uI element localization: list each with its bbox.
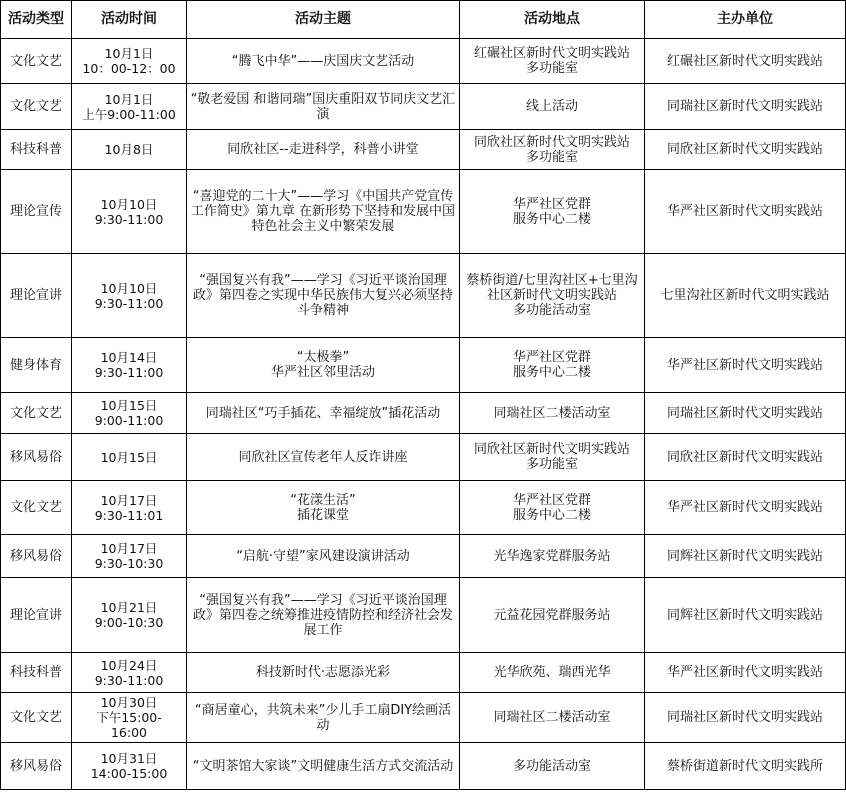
- cell-activity-type: 科技科普: [1, 653, 72, 693]
- cell-activity-theme: 同欣社区宣传老年人反诈讲座: [187, 434, 460, 481]
- cell-activity-time: 10月31日 14:00-15:00: [72, 743, 187, 790]
- cell-activity-time: 10月1日 上午9:00-11:00: [72, 84, 187, 130]
- cell-activity-location: 光华逸家党群服务站: [460, 535, 645, 578]
- header-organizer: 主办单位: [645, 1, 846, 39]
- cell-organizer: 同辉社区新时代文明实践站: [645, 578, 846, 653]
- cell-organizer: 华严社区新时代文明实践站: [645, 653, 846, 693]
- cell-organizer: 同辉社区新时代文明实践站: [645, 535, 846, 578]
- cell-activity-location: 光华欣苑、瑞西光华: [460, 653, 645, 693]
- table-row: [1, 39, 846, 84]
- header-activity-time: 活动时间: [72, 1, 187, 39]
- cell-activity-theme: “商居童心，共筑未来”少儿手工扇DIY绘画活动: [187, 693, 460, 743]
- cell-activity-time: 10月8日: [72, 130, 187, 170]
- cell-activity-type: 文化文艺: [1, 84, 72, 130]
- table-row: [1, 130, 846, 170]
- cell-activity-location: 同欣社区新时代文明实践站 多功能室: [460, 434, 645, 481]
- cell-activity-location: 同瑞社区二楼活动室: [460, 393, 645, 434]
- cell-activity-theme: “腾飞中华”——庆国庆文艺活动: [187, 39, 460, 84]
- cell-activity-time: 10月21日 9:00-10:30: [72, 578, 187, 653]
- cell-organizer: 华严社区新时代文明实践站: [645, 170, 846, 254]
- cell-activity-location: 蔡桥街道/七里沟社区+七里沟社区新时代文明实践站 多功能活动室: [460, 254, 645, 338]
- cell-organizer: 同欣社区新时代文明实践站: [645, 130, 846, 170]
- cell-activity-time: 10月10日 9:30-11:00: [72, 254, 187, 338]
- cell-activity-theme: “启航·守望”家风建设演讲活动: [187, 535, 460, 578]
- cell-activity-type: 理论宣讲: [1, 254, 72, 338]
- cell-activity-type: 文化文艺: [1, 393, 72, 434]
- cell-activity-theme: “文明茶馆大家谈”文明健康生活方式交流活动: [187, 743, 460, 790]
- cell-organizer: 蔡桥街道新时代文明实践所: [645, 743, 846, 790]
- cell-organizer: 同欣社区新时代文明实践站: [645, 434, 846, 481]
- cell-activity-time: 10月15日 9:00-11:00: [72, 393, 187, 434]
- cell-activity-time: 10月17日 9:30-11:01: [72, 481, 187, 535]
- cell-organizer: 华严社区新时代文明实践站: [645, 338, 846, 393]
- cell-organizer: 同瑞社区新时代文明实践站: [645, 84, 846, 130]
- cell-activity-theme: “敬老爱国 和谐同瑞”国庆重阳双节同庆文艺汇演: [187, 84, 460, 130]
- cell-activity-type: 科技科普: [1, 130, 72, 170]
- table-row: [1, 338, 846, 393]
- cell-activity-type: 移风易俗: [1, 434, 72, 481]
- cell-activity-location: 华严社区党群 服务中心二楼: [460, 338, 645, 393]
- cell-activity-location: 线上活动: [460, 84, 645, 130]
- table-row: [1, 535, 846, 578]
- header-row: [1, 1, 846, 39]
- table-row: [1, 84, 846, 130]
- cell-activity-type: 健身体育: [1, 338, 72, 393]
- cell-activity-time: 10月14日 9:30-11:00: [72, 338, 187, 393]
- cell-activity-theme: “强国复兴有我”——学习《习近平谈治国理政》第四卷之实现中华民族伟大复兴必须坚持斗争精神: [187, 254, 460, 338]
- header-activity-type: 活动类型: [1, 1, 72, 39]
- cell-activity-type: 文化文艺: [1, 693, 72, 743]
- cell-activity-location: 红碾社区新时代文明实践站 多功能室: [460, 39, 645, 84]
- table-row: [1, 393, 846, 434]
- cell-activity-time: 10月10日 9:30-11:00: [72, 170, 187, 254]
- cell-activity-theme: 同瑞社区“巧手插花、幸福绽放”插花活动: [187, 393, 460, 434]
- cell-activity-location: 同欣社区新时代文明实践站 多功能室: [460, 130, 645, 170]
- table-row: [1, 693, 846, 743]
- cell-organizer: 红碾社区新时代文明实践站: [645, 39, 846, 84]
- table-row: [1, 481, 846, 535]
- cell-activity-location: 多功能活动室: [460, 743, 645, 790]
- header-activity-theme: 活动主题: [187, 1, 460, 39]
- cell-activity-type: 文化文艺: [1, 39, 72, 84]
- cell-organizer: 同瑞社区新时代文明实践站: [645, 393, 846, 434]
- cell-activity-time: 10月1日 10：00-12：00: [72, 39, 187, 84]
- cell-activity-theme: 科技新时代·志愿添光彩: [187, 653, 460, 693]
- table-row: [1, 578, 846, 653]
- cell-activity-theme: “喜迎党的二十大”——学习《中国共产党宣传工作简史》第九章 在新形势下坚持和发展中国特色社会主义中繁荣发展: [187, 170, 460, 254]
- cell-activity-location: 华严社区党群 服务中心二楼: [460, 481, 645, 535]
- table-row: [1, 170, 846, 254]
- cell-activity-theme: “太极拳” 华严社区邻里活动: [187, 338, 460, 393]
- table-row: [1, 434, 846, 481]
- cell-activity-theme: “强国复兴有我”——学习《习近平谈治国理政》第四卷之统筹推进疫情防控和经济社会发展工作: [187, 578, 460, 653]
- cell-activity-time: 10月15日: [72, 434, 187, 481]
- cell-organizer: 华严社区新时代文明实践站: [645, 481, 846, 535]
- cell-activity-type: 移风易俗: [1, 743, 72, 790]
- table-row: [1, 743, 846, 790]
- cell-activity-location: 元益花园党群服务站: [460, 578, 645, 653]
- cell-activity-time: 10月17日 9:30-10:30: [72, 535, 187, 578]
- cell-activity-location: 华严社区党群 服务中心二楼: [460, 170, 645, 254]
- cell-activity-type: 文化文艺: [1, 481, 72, 535]
- cell-activity-location: 同瑞社区二楼活动室: [460, 693, 645, 743]
- table-body: [1, 39, 846, 790]
- cell-organizer: 同瑞社区新时代文明实践站: [645, 693, 846, 743]
- cell-activity-type: 理论宣传: [1, 170, 72, 254]
- cell-activity-theme: “花漾生活” 插花课堂: [187, 481, 460, 535]
- cell-activity-type: 移风易俗: [1, 535, 72, 578]
- table-row: [1, 653, 846, 693]
- cell-organizer: 七里沟社区新时代文明实践站: [645, 254, 846, 338]
- table-row: [1, 254, 846, 338]
- cell-activity-theme: 同欣社区--走进科学，科普小讲堂: [187, 130, 460, 170]
- cell-activity-time: 10月24日 9:30-11:00: [72, 653, 187, 693]
- header-activity-location: 活动地点: [460, 1, 645, 39]
- cell-activity-time: 10月30日 下午15:00- 16:00: [72, 693, 187, 743]
- cell-activity-type: 理论宣讲: [1, 578, 72, 653]
